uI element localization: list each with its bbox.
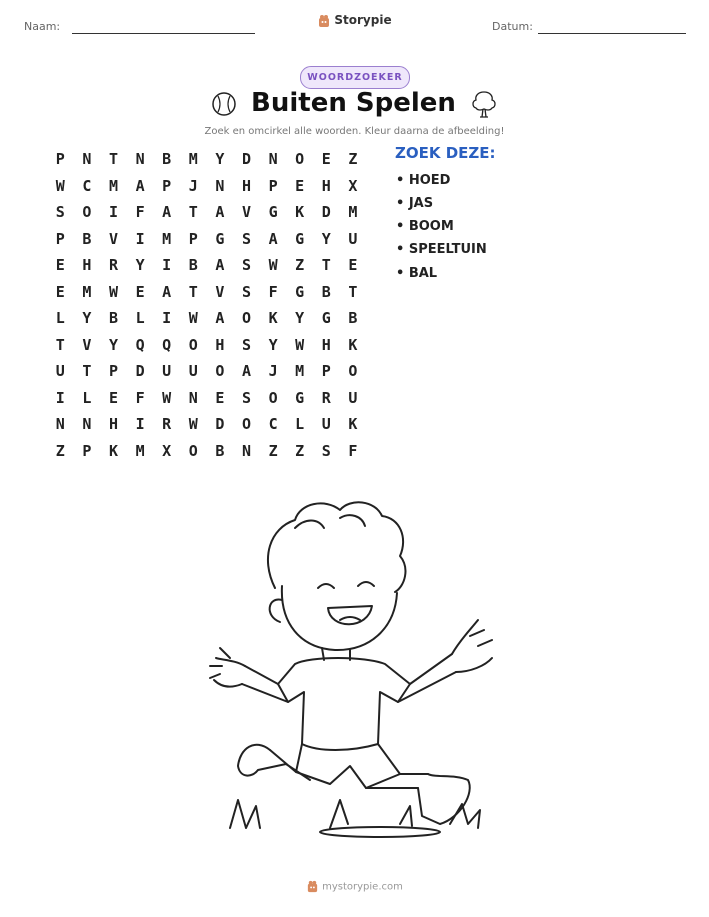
grid-letter[interactable]: Y — [321, 229, 331, 248]
grid-letter[interactable]: V — [241, 203, 251, 221]
tree-icon — [470, 89, 498, 119]
grid-letter[interactable]: K — [268, 309, 278, 327]
name-line[interactable] — [72, 33, 255, 34]
grid-letter[interactable]: T — [55, 335, 65, 354]
grid-letter[interactable]: S — [241, 335, 251, 354]
grid-letter[interactable]: D — [241, 150, 251, 168]
grid-letter[interactable]: A — [135, 176, 145, 195]
grid-letter[interactable]: S — [321, 441, 331, 460]
grid-letter[interactable]: H — [82, 256, 92, 274]
grid-letter[interactable]: V — [82, 335, 92, 354]
grid-letter[interactable]: F — [348, 441, 358, 460]
name-label: Naam: — [24, 20, 61, 33]
grid-letter[interactable]: Z — [55, 441, 65, 460]
grid-letter[interactable]: O — [348, 362, 358, 380]
grid-letter[interactable]: B — [348, 309, 358, 327]
grid-letter[interactable]: V — [108, 229, 118, 248]
word-list-item: • BOOM — [396, 219, 454, 234]
grid-letter[interactable]: L — [82, 388, 92, 407]
grid-letter[interactable]: T — [82, 362, 92, 380]
grid-letter[interactable]: E — [55, 282, 65, 301]
grid-letter[interactable]: U — [162, 362, 172, 380]
grid-letter[interactable]: R — [162, 415, 172, 433]
grid-letter[interactable]: Q — [162, 335, 172, 354]
grid-letter[interactable]: G — [268, 203, 278, 221]
grid-letter[interactable]: Y — [135, 256, 145, 274]
grid-letter[interactable]: M — [135, 441, 145, 460]
grid-letter[interactable]: O — [188, 441, 198, 460]
grid-letter[interactable]: M — [108, 176, 118, 195]
grid-letter[interactable]: G — [215, 229, 225, 248]
grid-letter[interactable]: U — [321, 415, 331, 433]
grid-letter[interactable]: D — [321, 203, 331, 221]
date-line[interactable] — [538, 33, 686, 34]
grid-letter[interactable]: K — [295, 203, 305, 221]
grid-letter[interactable]: U — [55, 362, 65, 380]
puzzle-type-badge: WOORDZOEKER — [300, 66, 410, 89]
grid-letter[interactable]: F — [135, 203, 145, 221]
grid-letter[interactable]: P — [321, 362, 331, 380]
grid-letter[interactable]: J — [188, 176, 198, 195]
grid-letter[interactable]: N — [55, 415, 65, 433]
grid-letter[interactable]: K — [348, 415, 358, 433]
grid-letter[interactable]: E — [321, 150, 331, 168]
storypie-logo-icon — [306, 880, 319, 893]
brand-name: Storypie — [334, 13, 392, 27]
grid-letter[interactable]: E — [348, 256, 358, 274]
grid-letter[interactable]: M — [188, 150, 198, 168]
word-list-title: ZOEK DEZE: — [395, 144, 496, 162]
grid-letter[interactable]: B — [215, 441, 225, 460]
grid-letter[interactable]: R — [321, 388, 331, 407]
grid-letter[interactable]: F — [135, 388, 145, 407]
grid-letter[interactable]: Y — [108, 335, 118, 354]
grid-letter[interactable]: O — [241, 309, 251, 327]
storypie-logo-icon — [317, 14, 331, 28]
grid-letter[interactable]: B — [321, 282, 331, 301]
grid-letter[interactable]: I — [135, 229, 145, 248]
grid-letter[interactable]: W — [162, 388, 172, 407]
grid-letter[interactable]: L — [295, 415, 305, 433]
grid-letter[interactable]: U — [188, 362, 198, 380]
grid-letter[interactable]: A — [215, 203, 225, 221]
word-list-item: • BAL — [396, 266, 438, 281]
grid-letter[interactable]: A — [162, 282, 172, 301]
grid-letter[interactable]: O — [82, 203, 92, 221]
word-list-item: • SPEELTUIN — [396, 242, 487, 257]
grid-letter[interactable]: I — [55, 388, 65, 407]
grid-letter[interactable]: Y — [215, 150, 225, 168]
grid-letter[interactable]: U — [348, 388, 358, 407]
grid-letter[interactable]: Y — [82, 309, 92, 327]
grid-letter[interactable]: Z — [295, 441, 305, 460]
baseball-icon — [211, 91, 237, 117]
grid-letter[interactable]: E — [215, 388, 225, 407]
grid-letter[interactable]: H — [241, 176, 251, 195]
grid-letter[interactable]: N — [135, 150, 145, 168]
grid-letter[interactable]: R — [108, 256, 118, 274]
grid-letter[interactable]: D — [215, 415, 225, 433]
grid-letter[interactable]: M — [82, 282, 92, 301]
grid-letter[interactable]: U — [348, 229, 358, 248]
footer — [0, 880, 709, 893]
grid-letter[interactable]: H — [321, 176, 331, 195]
footer-url[interactable]: mystorypie.com — [322, 881, 403, 893]
word-list-item: • JAS — [396, 196, 434, 211]
grid-letter[interactable]: G — [295, 282, 305, 301]
grid-letter[interactable]: I — [108, 203, 118, 221]
grid-letter[interactable]: H — [215, 335, 225, 354]
grid-letter[interactable]: G — [321, 309, 331, 327]
grid-letter[interactable]: G — [295, 229, 305, 248]
grid-letter[interactable]: N — [188, 388, 198, 407]
grid-letter[interactable]: W — [295, 335, 305, 354]
grid-letter[interactable]: W — [55, 176, 65, 195]
grid-letter[interactable]: O — [241, 415, 251, 433]
grid-letter[interactable]: S — [241, 229, 251, 248]
grid-letter[interactable]: W — [188, 415, 198, 433]
grid-letter[interactable]: I — [162, 309, 172, 327]
grid-letter[interactable]: K — [108, 441, 118, 460]
grid-letter[interactable]: Y — [295, 309, 305, 327]
grid-letter[interactable]: P — [268, 176, 278, 195]
grid-letter[interactable]: I — [135, 415, 145, 433]
grid-letter[interactable]: T — [108, 150, 118, 168]
grid-letter[interactable]: N — [82, 415, 92, 433]
grid-letter[interactable]: T — [188, 282, 198, 301]
grid-letter[interactable]: Z — [295, 256, 305, 274]
grid-letter[interactable]: B — [82, 229, 92, 248]
grid-letter[interactable]: Q — [135, 335, 145, 354]
grid-letter[interactable]: S — [241, 282, 251, 301]
page-title: Buiten Spelen — [251, 88, 456, 118]
grid-letter[interactable]: M — [348, 203, 358, 221]
grid-letter[interactable]: B — [162, 150, 172, 168]
grid-letter[interactable]: X — [162, 441, 172, 460]
grid-letter[interactable]: C — [82, 176, 92, 195]
coloring-illustration[interactable] — [200, 488, 510, 858]
date-label: Datum: — [492, 20, 533, 33]
grid-letter[interactable]: D — [135, 362, 145, 380]
grid-letter[interactable]: C — [268, 415, 278, 433]
grid-letter[interactable]: E — [55, 256, 65, 274]
page-title-wrap — [0, 88, 709, 119]
grid-letter[interactable]: S — [241, 388, 251, 407]
grid-letter[interactable]: P — [55, 229, 65, 248]
word-list-item: • HOED — [396, 173, 451, 188]
grid-letter[interactable]: P — [82, 441, 92, 460]
grid-letter[interactable]: H — [321, 335, 331, 354]
grid-letter[interactable]: A — [215, 309, 225, 327]
grid-letter[interactable]: E — [295, 176, 305, 195]
grid-letter[interactable]: B — [108, 309, 118, 327]
grid-letter[interactable]: T — [348, 282, 358, 301]
grid-letter[interactable]: M — [295, 362, 305, 380]
grid-letter[interactable]: T — [321, 256, 331, 274]
grid-letter[interactable]: O — [215, 362, 225, 380]
grid-letter[interactable]: N — [241, 441, 251, 460]
grid-letter[interactable]: Z — [268, 441, 278, 460]
grid-letter[interactable]: A — [268, 229, 278, 248]
grid-letter[interactable]: L — [135, 309, 145, 327]
grid-letter[interactable]: H — [108, 415, 118, 433]
grid-letter[interactable]: S — [241, 256, 251, 274]
grid-letter[interactable]: P — [188, 229, 198, 248]
grid-letter[interactable]: E — [108, 388, 118, 407]
grid-letter[interactable]: N — [268, 150, 278, 168]
grid-letter[interactable]: Y — [268, 335, 278, 354]
grid-letter[interactable]: F — [268, 282, 278, 301]
grid-letter[interactable]: O — [188, 335, 198, 354]
grid-letter[interactable]: A — [241, 362, 251, 380]
grid-letter[interactable]: P — [108, 362, 118, 380]
grid-letter[interactable]: N — [82, 150, 92, 168]
grid-letter[interactable]: V — [215, 282, 225, 301]
grid-letter[interactable]: L — [55, 309, 65, 327]
grid-letter[interactable]: Z — [348, 150, 358, 168]
grid-letter[interactable]: O — [268, 388, 278, 407]
boy-running-icon — [200, 488, 510, 858]
grid-letter[interactable]: P — [55, 150, 65, 168]
grid-letter[interactable]: G — [295, 388, 305, 407]
grid-letter[interactable]: S — [55, 203, 65, 221]
grid-letter[interactable]: O — [295, 150, 305, 168]
grid-letter[interactable]: M — [162, 229, 172, 248]
grid-letter[interactable]: P — [162, 176, 172, 195]
brand — [0, 13, 709, 28]
grid-letter[interactable]: N — [215, 176, 225, 195]
grid-letter[interactable]: B — [188, 256, 198, 274]
grid-letter[interactable]: W — [108, 282, 118, 301]
grid-letter[interactable]: W — [268, 256, 278, 274]
grid-letter[interactable]: W — [188, 309, 198, 327]
grid-letter[interactable]: A — [215, 256, 225, 274]
grid-letter[interactable]: E — [135, 282, 145, 301]
grid-letter[interactable]: K — [348, 335, 358, 354]
grid-letter[interactable]: T — [188, 203, 198, 221]
grid-letter[interactable]: I — [162, 256, 172, 274]
grid-letter[interactable]: X — [348, 176, 358, 195]
grid-letter[interactable]: J — [268, 362, 278, 380]
instructions: Zoek en omcirkel alle woorden. Kleur daarna de afbeelding! — [204, 126, 505, 137]
grid-letter[interactable]: A — [162, 203, 172, 221]
